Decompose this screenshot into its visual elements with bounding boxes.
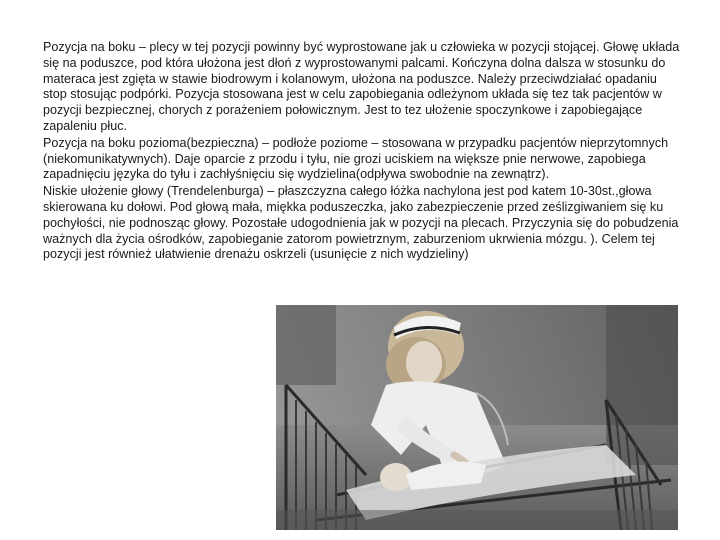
paragraph-trendelenburg-position: Niskie ułożenie głowy (Trendelenburga) – płaszczyzna całego łóżka nachylona jest pod katem 10-30st.,głowa skierowana ku dołowi. Pod głową mała, miękka poduszeczka, jako zabezpieczenie przed ześlizgiwaniem się ku pochyłości, nie podnosząc głowy. Pozostałe udogodnienia jak w pozycji na plecach. Przyczynia się do pobudzenia ważnych dla życia ośrodków, zapobieganie zatorom powietrznym, zaburzeniom ukrwienia mózgu. ). Celem tej pozycji jest również ułatwienie drenażu oskrzeli (usunięcie z nich wydzieliny) [43,184,679,262]
photo-illustration [276,305,678,530]
nurse-patient-crib-photo [276,305,678,530]
paragraph-safe-side-position: Pozycja na boku pozioma(bezpieczna) – podłoże poziome – stosowana w przypadku pacjentów nieprzytomnych (niekomunikatywnych). Daje oparcie z przodu i tyłu, nie grozi uciskiem na większe pnie nerwowe, zapobiega zapadnięciu języka do tyłu i zachłyśnięciu się wydzielina(odpływa swobodnie na zewnątrz). [43,135,669,182]
body-text [43,40,683,264]
paragraph-side-position: Pozycja na boku – plecy w tej pozycji powinny być wyprostowane jak u człowieka w pozycji stojącej. Głowę układa się na poduszce, pod która ułożona jest dłoń z wyprostowanymi palcami. Kończyna dolna dalsza w stosunku do materaca jest zgięta w stawie biodrowym i kolanowym, ułożona na poduszce. Należy przeciwdziałać opadaniu stop stosując podpórki. Pozycja stosowana jest w celu zapobiegania odleżynom układa się tez tak pacjentów w pozycji bezpiecznej, chorych z porażeniem połowicznym. Jest to tez ułożenie spoczynkowe i zapobiegające zapaleniu płuc. [43,40,680,133]
